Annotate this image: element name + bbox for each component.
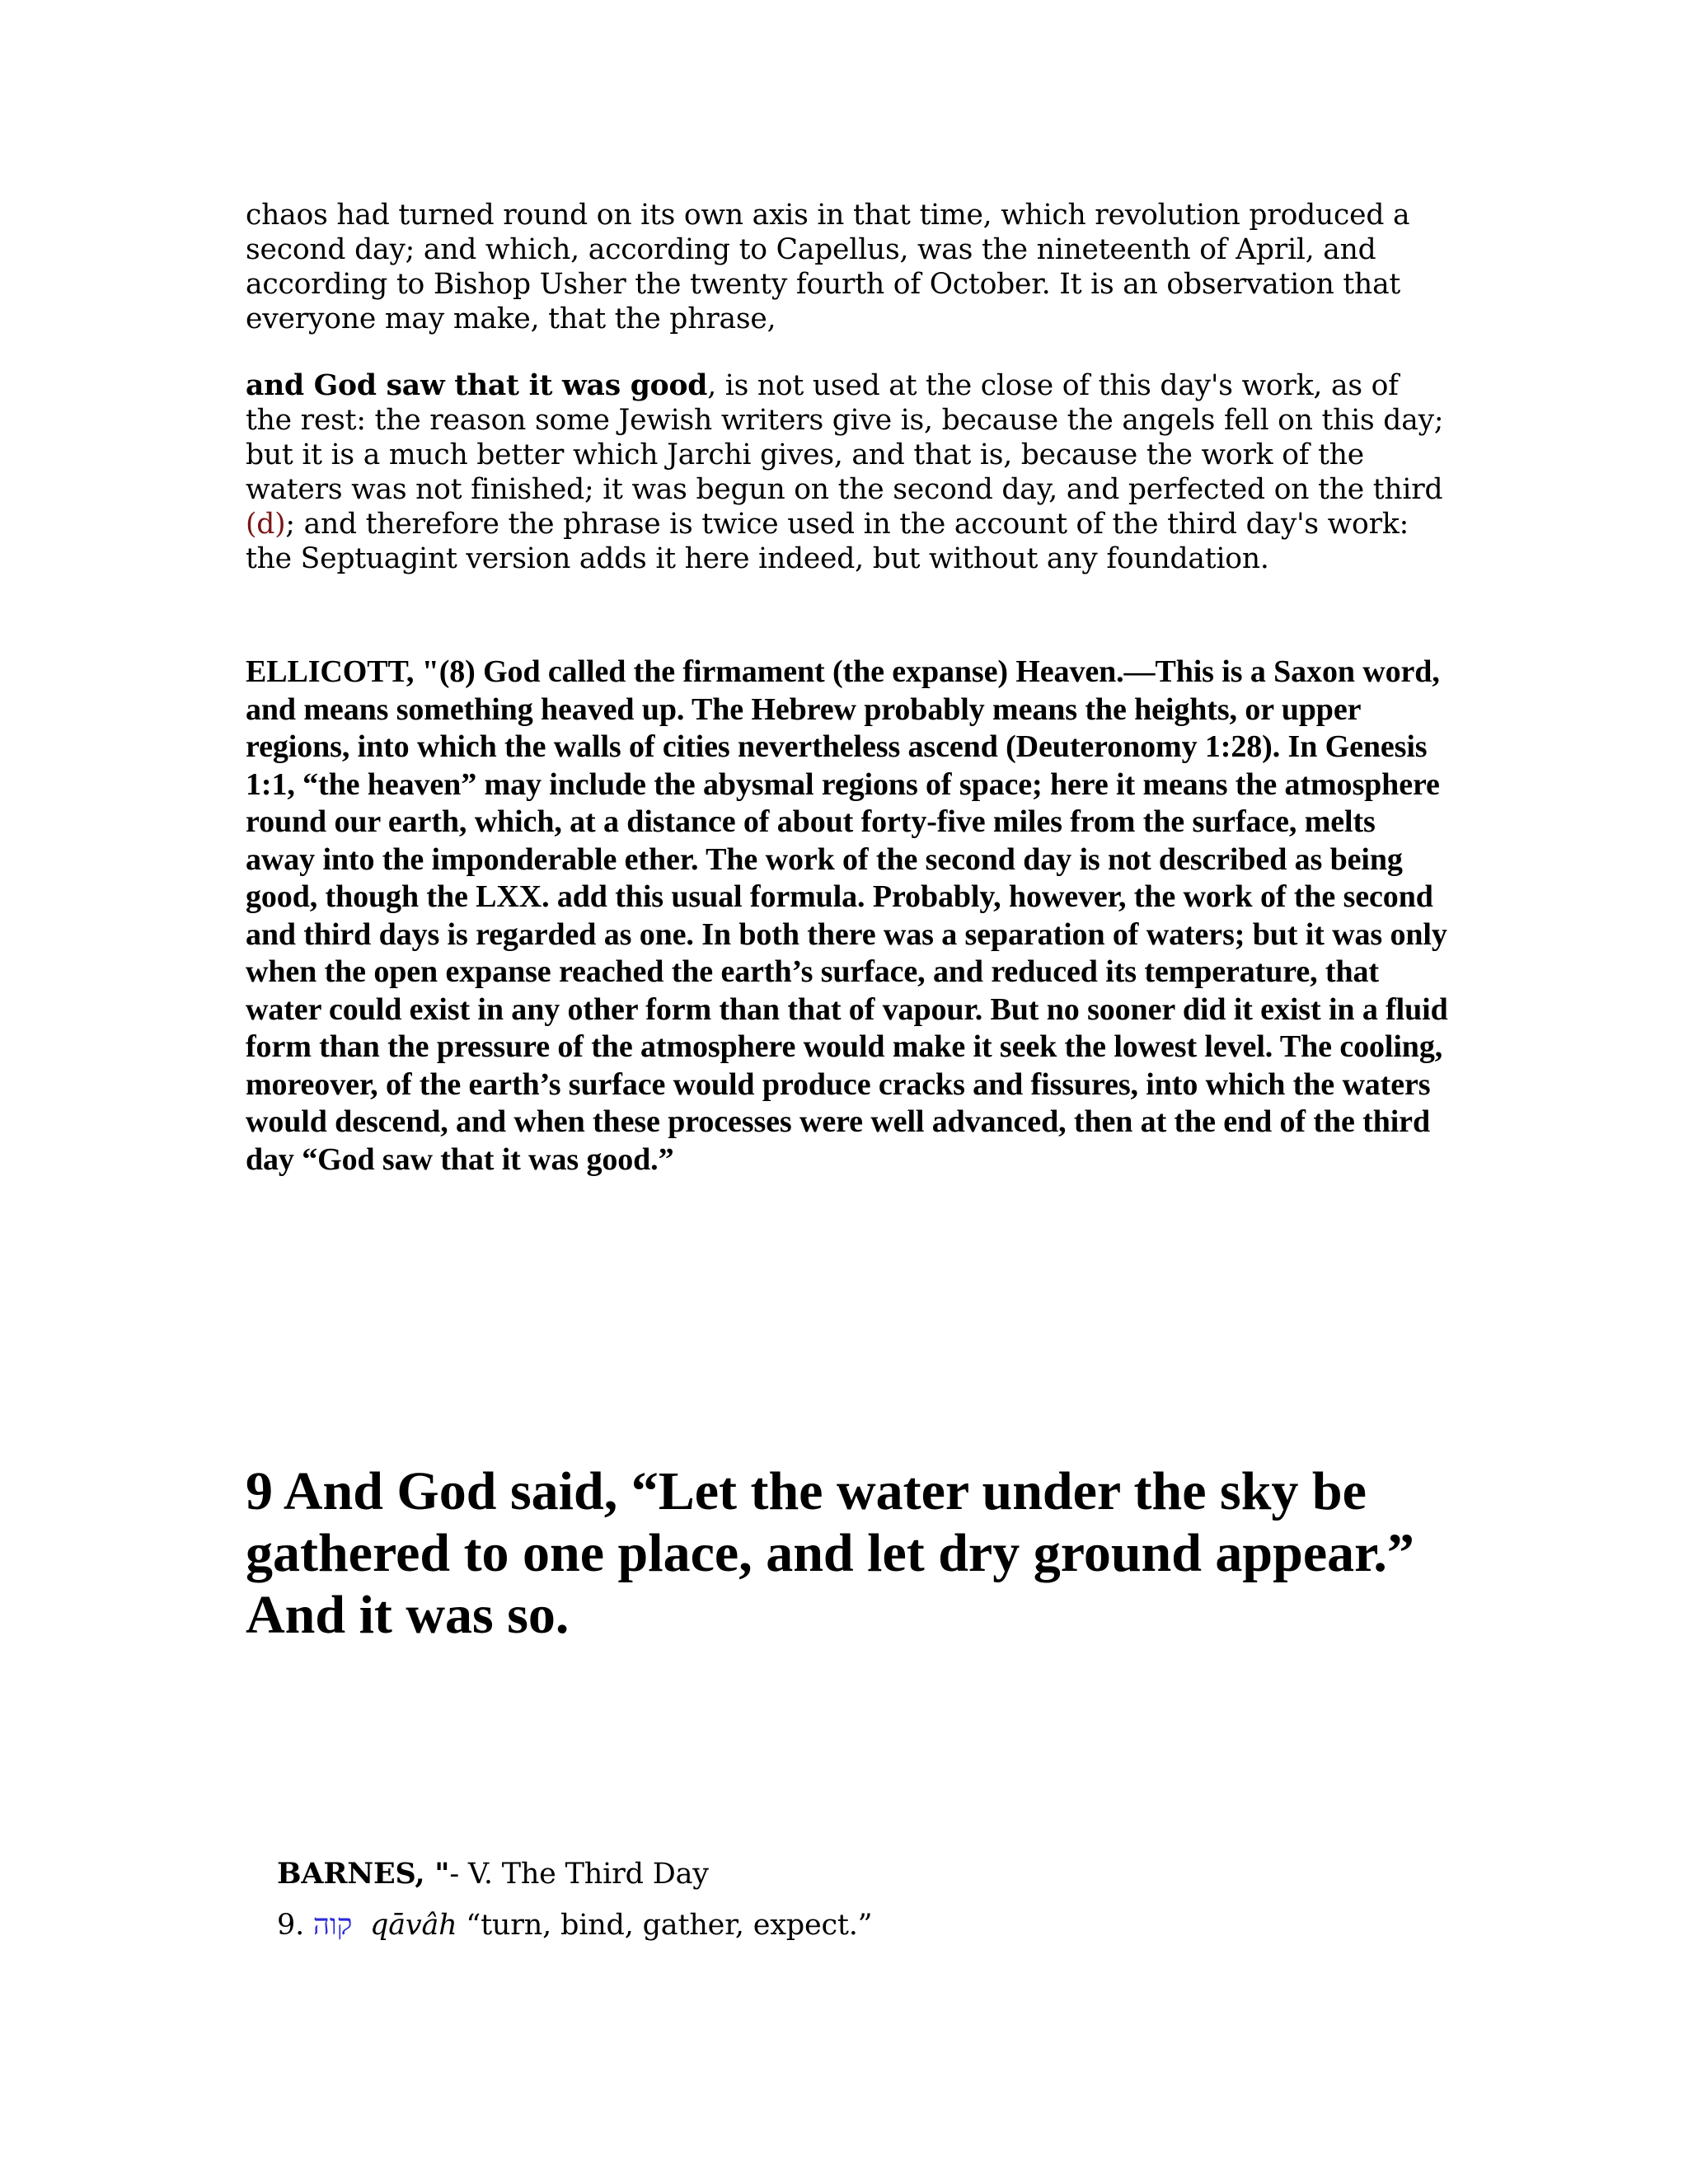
ellicott-commentary: ELLICOTT, "(8) God called the firmament (the expanse) Heaven.—This is a Saxon word, and means something heaved up. The Hebrew probably means the heights, or upper regions, into which the walls of cities nevertheless ascend (Deuteronomy 1:28). In Genesis 1:1, “the heaven” may include the abysmal regions of space; here it means the atmosphere round our earth, which, at a distance of about forty-five miles from the surface, melts away into the imponderable ether. The work of the second day is not described as being good, though the LXX. add this usual formula. Probably, however, the work of the second and third days is regarded as one. In both there was a separation of waters; but it was only when the open expanse reached the earth’s surface, and reduced its temperature, that water could exist in any other form than that of vapour. But no sooner did it exist in a fluid form than the pressure of the atmosphere would make it seek the lowest level. The cooling, moreover, of the earth’s surface would produce cracks and fissures, into which the waters would descend, and when these processes were well advanced, then at the end of the third day “God saw that it was good.” [246,654,1448,1177]
commentary-paragraph-chaos [246,198,1449,336]
hebrew-word-link[interactable]: קוה [312,1909,353,1942]
bold-lead-phrase: and God saw that it was good [246,369,708,402]
document-page [246,198,1449,1942]
paragraph-line: according to Bishop Usher the twenty fourth of October. It is an observation that [246,268,1401,301]
paragraph-line: chaos had turned round on its own axis in that time, which revolution produced a [246,199,1410,232]
commentary-paragraph-good [246,368,1449,576]
paragraph-text: , is not used at the close of this day's work, as of the rest: the reason some Jewish writers give is, because the angels fell on this day; but it is a much better which Jarchi gives, and that is, because the work of the waters was not finished; it was begun on the second day, and perfected on the third [246,369,1444,506]
paragraph-line: everyone may make, that the phrase, [246,302,776,335]
gloss: “turn, bind, gather, expect.” [457,1909,873,1942]
paragraph-line: second day; and which, according to Capellus, was the nineteenth of April, and [246,233,1376,266]
barnes-author: BARNES, " [277,1857,450,1891]
note-number: 9. [277,1909,313,1942]
paragraph-text: ; and therefore the phrase is twice used in the account of the third day's work: the Septuagint version adds it here indeed, but without any foundation. [246,508,1409,575]
barnes-heading [277,1856,709,1892]
footnote-reference-link[interactable]: (d) [246,508,286,541]
transliteration: qāvâh [370,1909,457,1942]
verse-heading: 9 And God said, “Let the water under the sky be gathered to one place, and let dry ground appear.” And it was so. [246,1461,1414,1645]
word-study-note [277,1907,872,1943]
barnes-section-title: - V. The Third Day [449,1858,709,1891]
